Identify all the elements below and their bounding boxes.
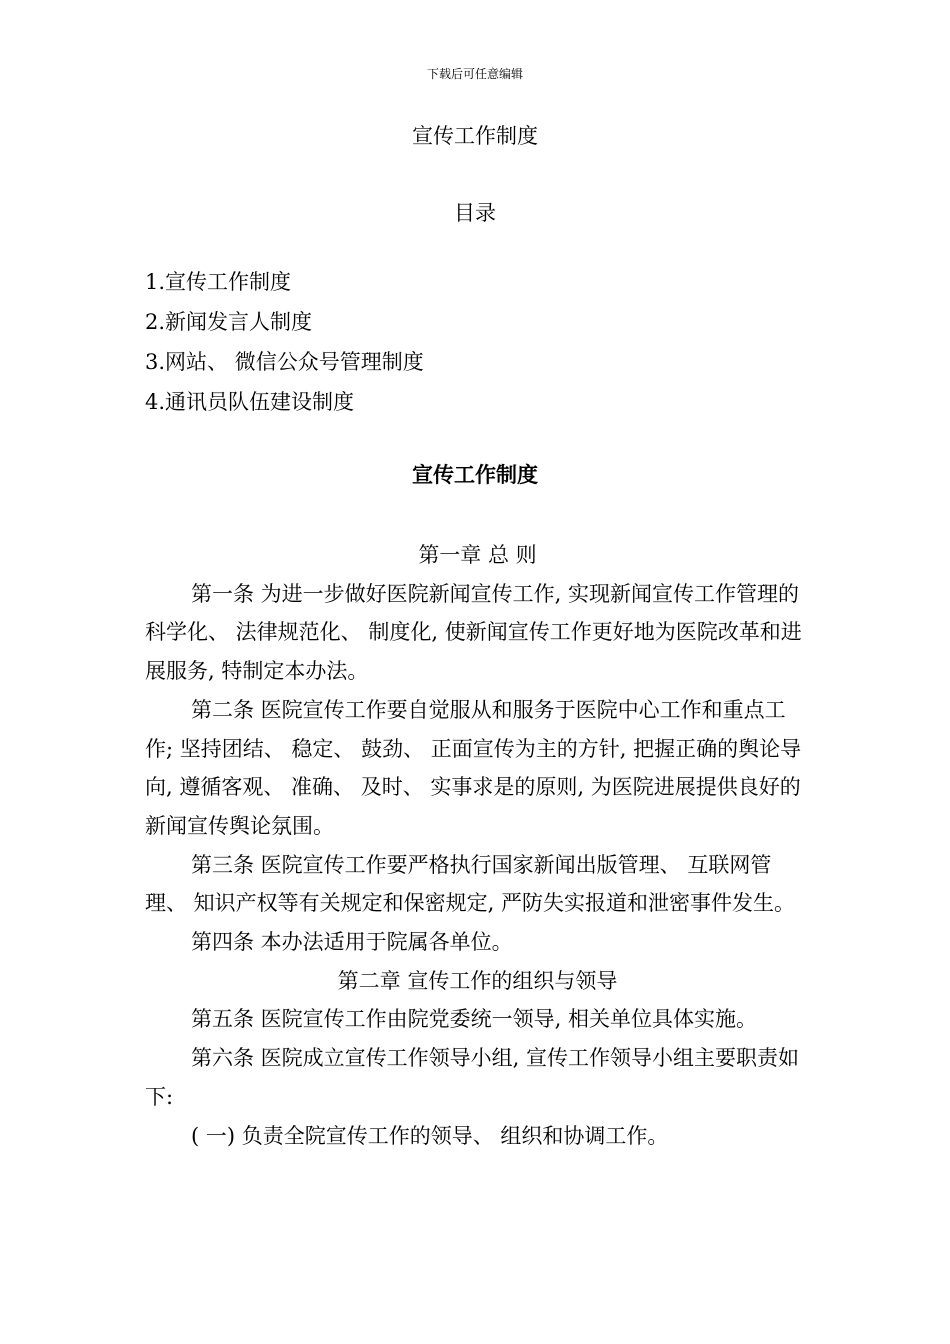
document-title: 宣传工作制度 <box>412 124 538 148</box>
article-paragraph: 第二条 医院宣传工作要自觉服从和服务于医院中心工作和重点工作; 坚持团结、 稳定、 鼓劲、 正面宣传为主的方针, 把握正确的舆论导向, 遵循客观、 准确、 及时、 实事求是的原则, 为医院进展提供良好的新闻宣传舆论氛围。 <box>145 697 802 838</box>
article-paragraph: 第一条 为进一步做好医院新闻宣传工作, 实现新闻宣传工作管理的科学化、 法律规范化、 制度化, 使新闻宣传工作更好地为医院改革和进展服务, 特制定本办法。 <box>145 581 802 684</box>
body-text <box>145 536 810 1155</box>
header-note: 下载后可任意编辑 <box>426 67 523 81</box>
toc-item: 3.网站、 微信公众号管理制度 <box>145 350 424 374</box>
chapter-heading: 第二章 宣传工作的组织与领导 <box>337 968 618 993</box>
section-title: 宣传工作制度 <box>412 463 538 487</box>
toc-item: 4.通讯员队伍建设制度 <box>145 390 355 414</box>
chapter-heading: 第一章 总 则 <box>418 543 537 567</box>
toc-item: 1.宣传工作制度 <box>145 270 292 294</box>
article-paragraph: 第三条 医院宣传工作要严格执行国家新闻出版管理、 互联网管理、 知识产权等有关规定和保密规定, 严防失实报道和泄密事件发生。 <box>145 852 796 916</box>
table-of-contents <box>145 262 424 422</box>
toc-heading: 目录 <box>454 201 496 225</box>
toc-item: 2.新闻发言人制度 <box>145 310 313 334</box>
list-item: ( 一) 负责全院宣传工作的领导、 组织和协调工作。 <box>191 1123 669 1148</box>
article-paragraph: 第六条 医院成立宣传工作领导小组, 宣传工作领导小组主要职责如下: <box>145 1046 800 1109</box>
article-paragraph: 第五条 医院宣传工作由院党委统一领导, 相关单位具体实施。 <box>191 1007 758 1032</box>
article-paragraph: 第四条 本办法适用于院属各单位。 <box>191 930 513 955</box>
